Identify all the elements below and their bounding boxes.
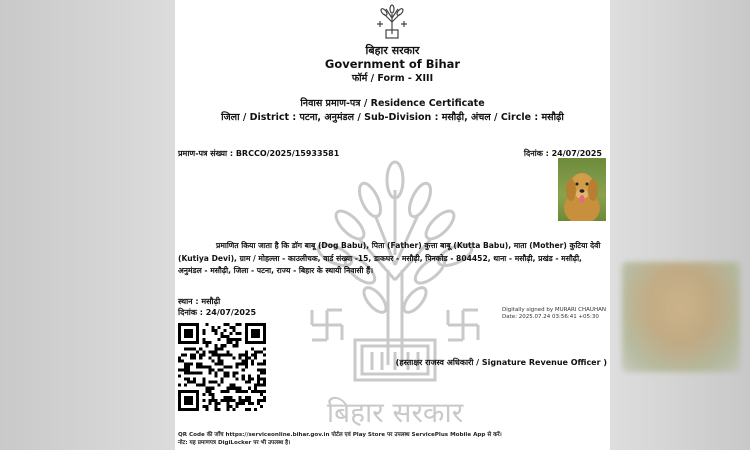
jurisdiction-line: जिला / District : पटना, अनुमंडल / Sub-Division : मसौढ़ी, अंचल / Circle : मसौढ़ी [221, 112, 564, 123]
body-line: अनुमंडल - मसौढ़ी, जिला - पटना, राज्य - बिहार के स्थायी निवासी हैं। [178, 266, 374, 275]
government-title: Government of Bihar [324, 57, 461, 71]
place-label: स्थान : मसौढ़ी [178, 297, 221, 306]
dog-photo-icon [558, 158, 606, 221]
signature-label: (हस्ताक्षर राजस्व अधिकारी / Signature Revenue Officer ) [395, 358, 607, 367]
footer-digilocker-note: नोट: यह प्रमाणपत्र DigiLocker पर भी उपलब्ध है। [178, 440, 291, 446]
qr-code[interactable] [178, 323, 266, 411]
body-line: (Kutiya Devi), ग्राम / मोहल्ला - काउलीचक, वार्ड संख्या -15, डाकघर - मसौढ़ी, पिनकोड - 804452, थाना - मसौढ़ी, प्रखंड - मसौढ़ी, [178, 253, 582, 263]
background-right [610, 0, 750, 450]
state-name-hindi: बिहार सरकार [365, 44, 420, 57]
background-left [0, 0, 175, 450]
form-number: फॉर्म / Form - XIII [351, 73, 434, 84]
footer-qr-note: QR Code की जाँच https://serviceonline.bihar.gov.in पोर्टल एवं Play Store पर उपलब्ध ServicePlus Mobile App से करें। [178, 432, 502, 438]
certificate-title: निवास प्रमाण-पत्र / Residence Certificate [300, 98, 485, 109]
certificate-date: दिनांक : 24/07/2025 [523, 149, 602, 158]
residence-certificate [175, 0, 610, 450]
applicant-photo [558, 158, 606, 221]
certificate-number: प्रमाण-पत्र संख्या : BRCCO/2025/15933581 [178, 149, 340, 158]
body-line: प्रमाणित किया जाता है कि डॉग बाबू (Dog Babu), पिता (Father) कुत्ता बाबू (Kutta Babu), माता (Mother) कुटिया देवी [216, 241, 601, 250]
digital-signature-date: Date: 2025.07.24 03:56:41 +05:30 [502, 314, 599, 320]
certificate-body [178, 240, 606, 278]
issue-date: दिनांक : 24/07/2025 [178, 308, 257, 317]
digital-signature-name: Digitally signed by MURARI CHAUHAN [502, 307, 606, 313]
digital-signature [502, 307, 607, 321]
bihar-emblem-icon [374, 4, 410, 40]
blurred-dog-photo [622, 262, 740, 372]
bihar-emblem-watermark [300, 160, 490, 430]
watermark-text: बिहार सरकार [326, 396, 464, 429]
